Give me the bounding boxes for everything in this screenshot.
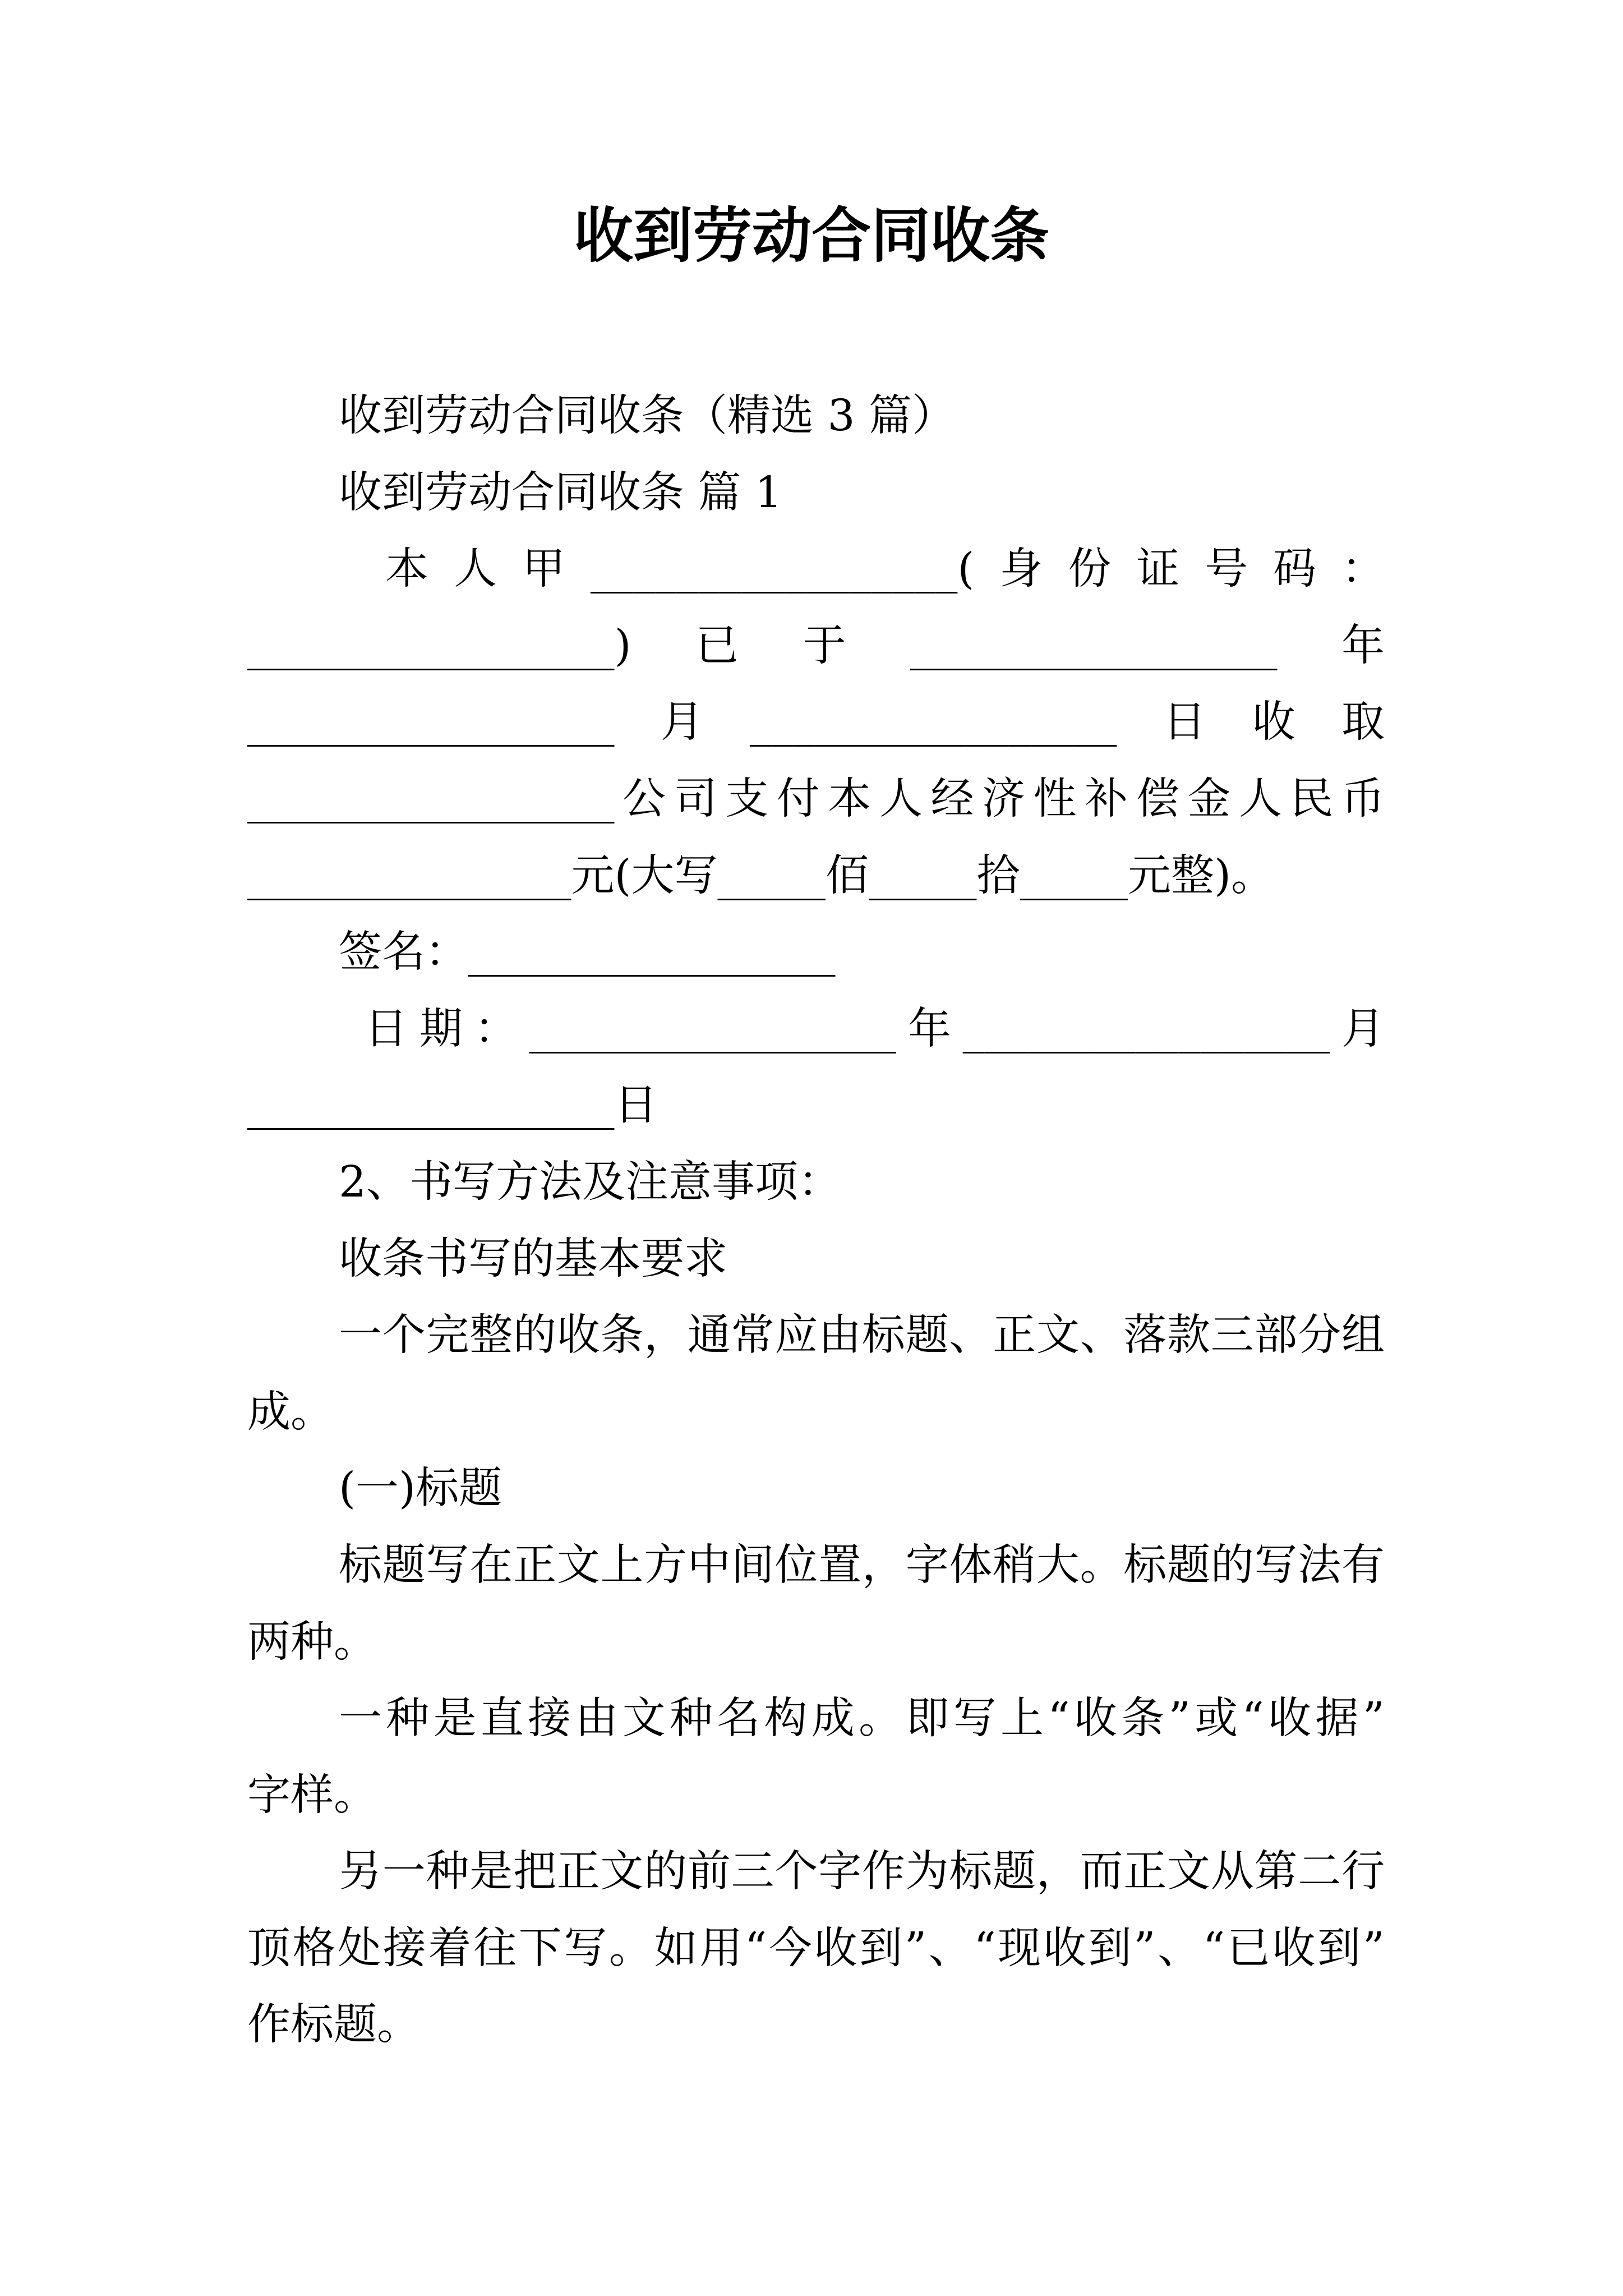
paragraph-line: 另一种是把正文的前三个字作为标题，而正文从第二行 xyxy=(339,1847,1385,1897)
notes-subheading: 收条书写的基本要求 xyxy=(339,1234,727,1284)
receipt-line: _________________月_________________日收取 xyxy=(247,697,1385,748)
date-line: 日期：_________________年_________________月 xyxy=(365,1004,1385,1054)
document-title: 收到劳动合同收条 xyxy=(574,200,1049,270)
paragraph-line: 字样。 xyxy=(247,1770,377,1820)
receipt-line: _________________公司支付本人经济性补偿金人民币 xyxy=(247,774,1385,824)
paragraph-line: 作标题。 xyxy=(247,2000,420,2050)
document-body xyxy=(0,378,1623,2064)
date-line: _________________日 xyxy=(247,1080,658,1131)
paragraph-line: 一个完整的收条，通常应由标题、正文、落款三部分组 xyxy=(339,1310,1385,1361)
paragraph-line: 顶格处接着往下写。如用“今收到”、“现收到”、“已收到” xyxy=(247,1923,1385,1973)
notes-heading: 2、书写方法及注意事项： xyxy=(339,1157,841,1207)
receipt-line: 本人甲_________________(身份证号码： xyxy=(385,544,1385,595)
section-heading: (一)标题 xyxy=(339,1464,502,1514)
article-heading: 收到劳动合同收条 篇 1 xyxy=(339,467,782,518)
receipt-line: _________________)已于_________________年 xyxy=(247,620,1385,671)
signature-line: 签名：_________________ xyxy=(339,927,836,978)
receipt-body xyxy=(0,531,1623,1144)
paragraph-line: 标题写在正文上方中间位置，字体稍大。标题的写法有 xyxy=(339,1540,1385,1590)
paragraph-line: 一种是直接由文种名构成。即写上“收条”或“收据” xyxy=(339,1694,1385,1744)
paragraph-line: 两种。 xyxy=(247,1617,377,1667)
writing-notes xyxy=(0,1144,1623,2064)
collection-heading: 收到劳动合同收条（精选 3 篇） xyxy=(339,391,955,441)
receipt-line: _______________元(大写_____佰_____拾_____元整)。 xyxy=(247,850,1275,901)
paragraph-line: 成。 xyxy=(247,1387,334,1437)
